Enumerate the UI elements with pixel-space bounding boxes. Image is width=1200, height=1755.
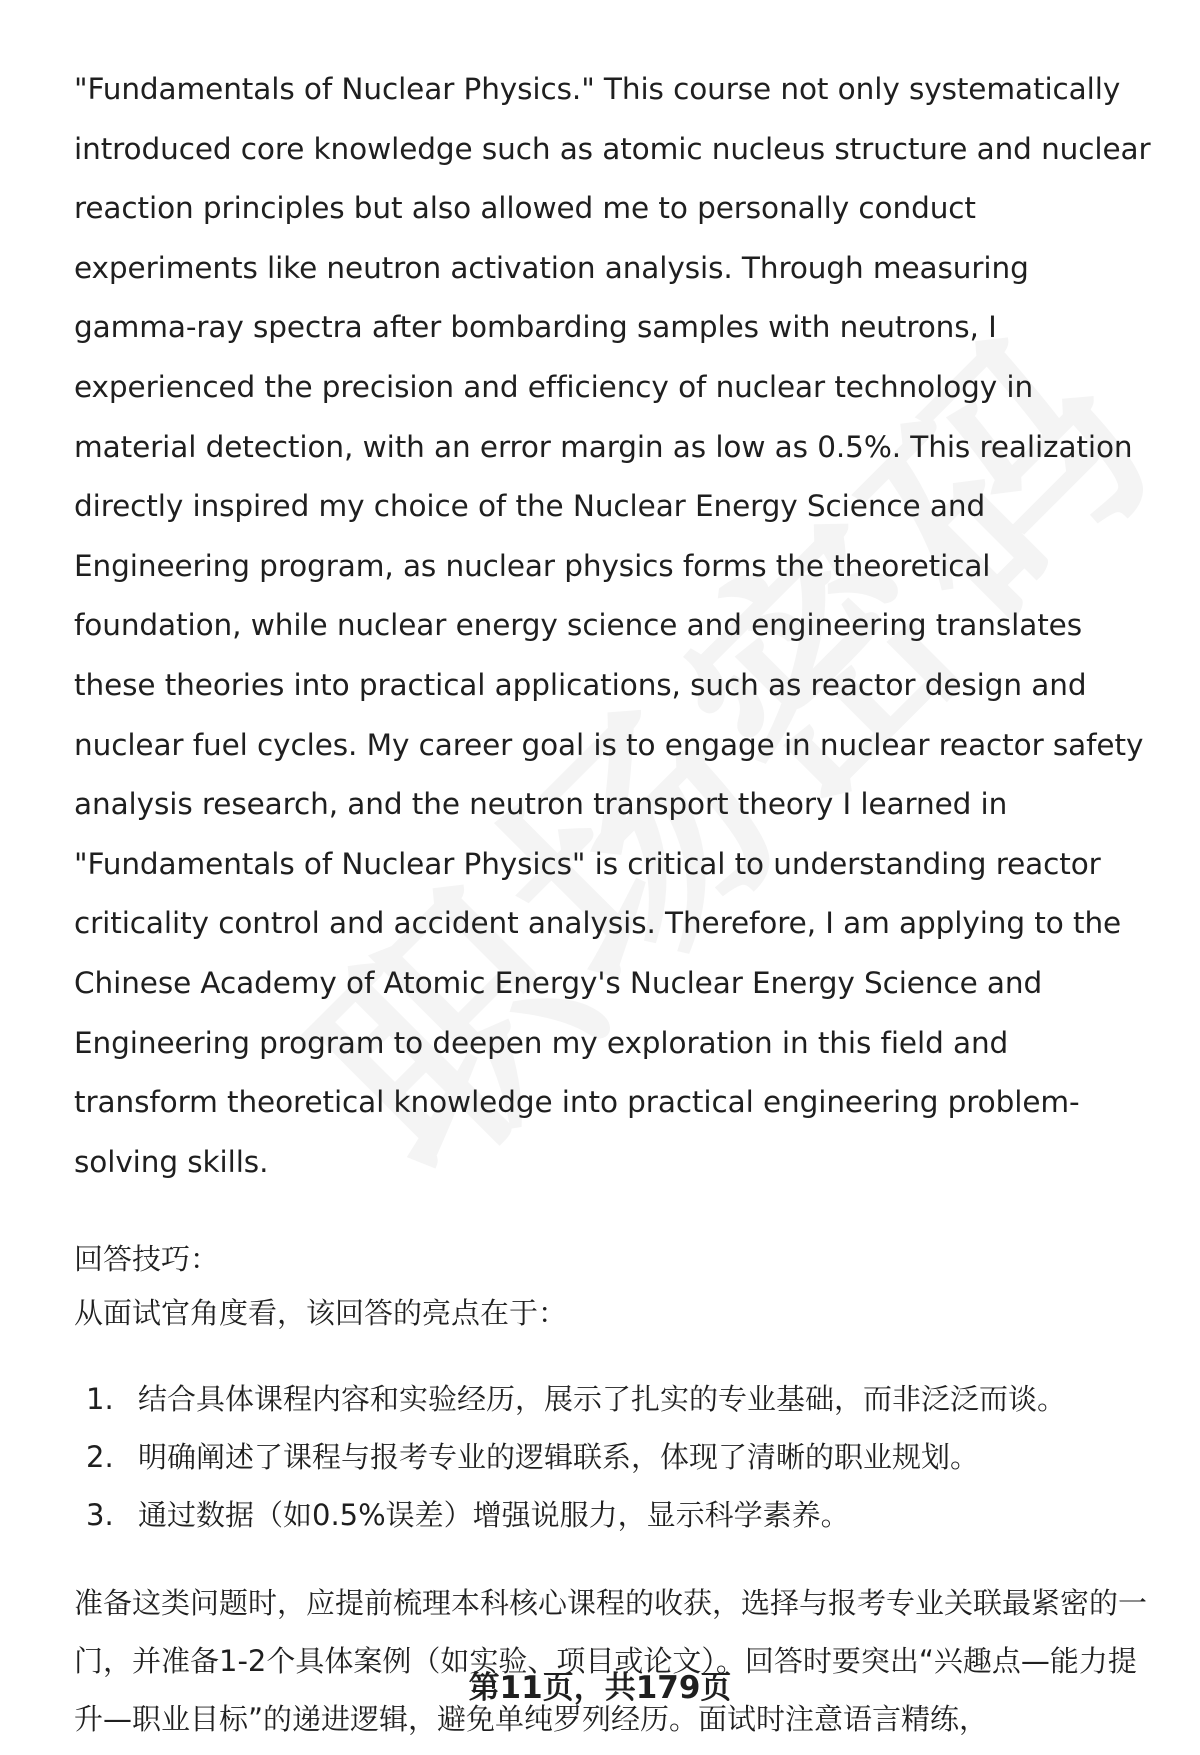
tips-label: 回答技巧： xyxy=(74,1242,220,1277)
list-item-text: 明确阐述了课程与报考专业的逻辑联系，体现了清晰的职业规划。 xyxy=(138,1440,980,1475)
answer-paragraph: "Fundamentals of Nuclear Physics." This course not only systematically introduced core knowledge such as atomic nucleus structure and nuclear reaction principles but also allowed me to personally conduct experiments like neutron activation analysis. Through measuring gamma-ray spectra after bombarding samples with neutrons, I experienced the precision and efficiency of nuclear technology in material detection, with an error margin as low as 0.5%. This realization directly inspired my choice of the Nuclear Energy Science and Engineering program, as nuclear physics forms the theoretical foundation, while nuclear energy science and engineering translates these theories into practical applications, such as reactor design and nuclear fuel cycles. My career goal is to engage in nuclear reactor safety analysis research, and the neutron transport theory I learned in "Fundamentals of Nuclear Physics" is critical to understanding reactor criticality control and accident analysis. Therefore, I am applying to the Chinese Academy of Atomic Energy's Nuclear Energy Science and Engineering program to deepen my exploration in this field and transform theoretical knowledge into practical engineering problem-solving skills. xyxy=(74,72,1151,1179)
list-number: 2. xyxy=(86,1440,114,1475)
list-item xyxy=(74,1428,1154,1486)
list-item xyxy=(74,1486,1154,1544)
highlights-list xyxy=(74,1370,1154,1544)
page-footer: 第11页，共179页 xyxy=(468,1670,732,1706)
tips-intro: 从面试官角度看，该回答的亮点在于： xyxy=(74,1296,568,1331)
list-item-text: 结合具体课程内容和实验经历，展示了扎实的专业基础，而非泛泛而谈。 xyxy=(138,1382,1067,1417)
document-body xyxy=(74,60,1154,1748)
preparation-advice: 准备这类问题时，应提前梳理本科核心课程的收获，选择与报考专业关联最紧密的一门，并准备1-2个具体案例（如实验、项目或论文）。回答时要突出“兴趣点—能力提升—职业目标”的递进逻辑，避免单纯罗列经历。面试时注意语言精练， xyxy=(74,1586,1148,1737)
list-number: 3. xyxy=(86,1498,114,1533)
list-number: 1. xyxy=(86,1382,114,1417)
list-item-text: 通过数据（如0.5%误差）增强说服力，显示科学素养。 xyxy=(138,1498,850,1533)
list-item xyxy=(74,1370,1154,1428)
